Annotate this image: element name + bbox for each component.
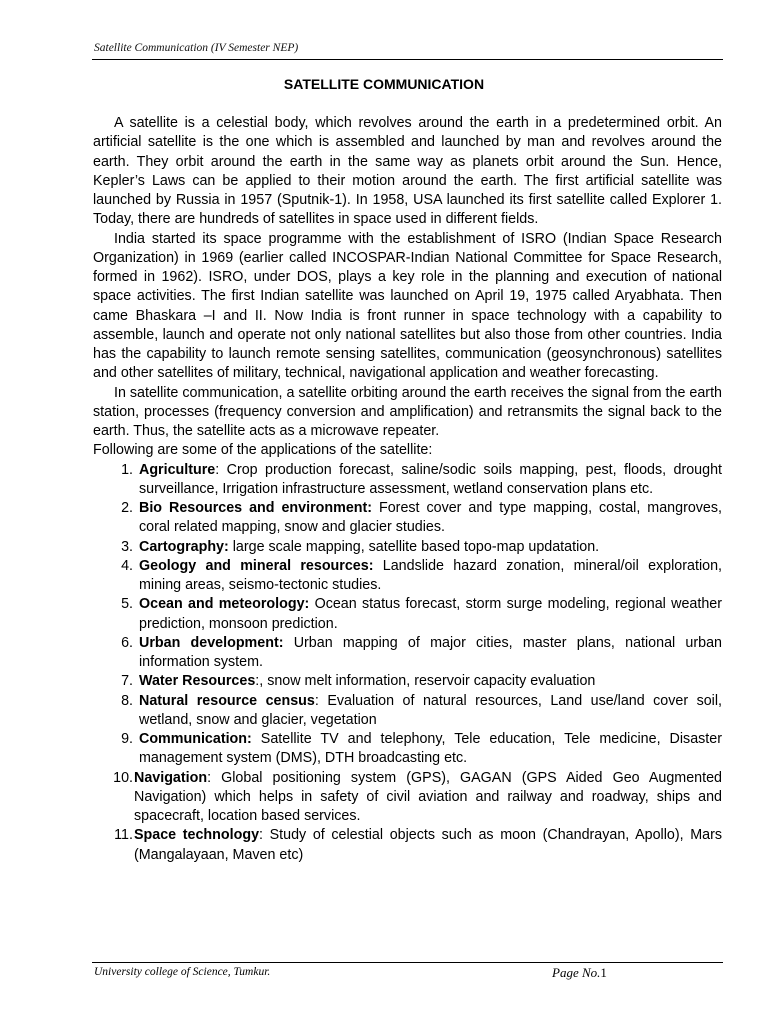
list-item-number: 11. bbox=[114, 827, 133, 844]
list-item-number: 7. bbox=[121, 673, 133, 690]
list-item-number: 9. bbox=[121, 731, 133, 747]
list-item-number: 10. bbox=[113, 769, 133, 786]
list-item-term: Navigation bbox=[134, 769, 208, 786]
applications-list bbox=[93, 461, 722, 865]
list-item-text: : Study of celestial objects such as moon (Chandrayan, Apollo), Mars (Mangalayaan, Maven etc) bbox=[134, 827, 722, 863]
paragraph-communication: In satellite communication, a satellite orbiting around the earth receives the signal from the earth station, processes (frequency conversion and amplification) and retransmits the signal back to the earth. Thus, the satellite acts as a microwave repeater. bbox=[93, 384, 722, 439]
list-item bbox=[93, 672, 722, 691]
list-item-term: Bio Resources and environment: bbox=[139, 500, 373, 516]
list-item-text: :, snow melt information, reservoir capacity evaluation bbox=[255, 673, 596, 690]
list-item-text: : Crop production forecast, saline/sodic soils mapping, pest, floods, drought surveillance, Irrigation infrastructure assessment, wetland conservation plans etc. bbox=[139, 461, 722, 497]
list-item-number: 6. bbox=[121, 634, 133, 651]
list-item-term: Geology and mineral resources: bbox=[139, 557, 374, 574]
list-item bbox=[93, 461, 722, 500]
list-item-term: Communication: bbox=[139, 731, 252, 747]
list-item-term: Urban development: bbox=[139, 634, 284, 651]
header-rule bbox=[92, 59, 723, 60]
page-number-value: 1 bbox=[600, 965, 607, 980]
list-item-term: Ocean and meteorology: bbox=[139, 596, 310, 613]
paragraph-isro: India started its space programme with the establishment of ISRO (Indian Space Research Organization) in 1969 (earlier called INCOSPAR-Indian National Committee for Space Research, formed in 1962). ISRO, under DOS, plays a key role in the planning and execution of national space activities. The first Indian satellite was launched on April 19, 1975 called Aryabhata. Then came Bhaskara –I and II. Now India is front runner in space technology with a capability to assemble, launch and operate not only national satellites but also those from other countries. India has the capability to launch remote sensing satellites, communication (geosynchronous) satellites and other satellites of military, technical, navigational application and weather forecasting. bbox=[93, 230, 722, 382]
list-item-term: Natural resource census bbox=[139, 692, 315, 709]
list-item-term: Agriculture bbox=[139, 461, 216, 478]
list-item-term: Cartography: bbox=[139, 538, 229, 555]
list-item bbox=[93, 769, 722, 827]
list-item-text: Satellite TV and telephony, Tele education, Tele medicine, Disaster management system (DMS), DTH broadcasting etc. bbox=[139, 731, 722, 767]
list-item-text: large scale mapping, satellite based topo-map updatation. bbox=[228, 538, 600, 555]
page-title: SATELLITE COMMUNICATION bbox=[283, 76, 485, 92]
list-item bbox=[93, 595, 722, 634]
list-item-term: Water Resources bbox=[139, 673, 256, 690]
list-item-term: Space technology bbox=[134, 827, 260, 844]
list-item-text: Ocean status forecast, storm surge modeling, regional weather prediction, monsoon prediction. bbox=[139, 596, 722, 632]
running-header: Satellite Communication (IV Semester NEP) bbox=[94, 42, 299, 54]
paragraph-intro: A satellite is a celestial body, which revolves around the earth in a predetermined orbit. An artificial satellite is the one which is assembled and launched by man and revolves around the earth. They orbit around the earth in the same way as planets orbit around the Sun. Hence, Kepler’s Laws can be applied to their motion around the earth. The first artificial satellite was launched by Russia in 1957 (Sputnik-1). In 1958, USA launched its first satellite called Explorer 1. Today, there are hundreds of satellites in space used in different fields. bbox=[93, 115, 722, 228]
list-item-text: Urban mapping of major cities, master plans, national urban information system. bbox=[139, 634, 722, 670]
list-item-text: : Global positioning system (GPS), GAGAN (GPS Aided Geo Augmented Navigation) which helps in safety of civil aviation and railway and roadway, ships and spacecraft, location based services. bbox=[134, 769, 722, 824]
list-item-number: 2. bbox=[121, 500, 133, 516]
page-number bbox=[552, 965, 607, 981]
list-item-text: Landslide hazard zonation, mineral/oil exploration, mining areas, seismo-tectonic studies. bbox=[139, 557, 722, 593]
list-item bbox=[93, 692, 722, 731]
list-intro: Following are some of the applications of the satellite: bbox=[93, 442, 433, 459]
list-item bbox=[93, 499, 722, 538]
footer-rule bbox=[92, 962, 723, 963]
list-item-text: Forest cover and type mapping, costal, mangroves, coral related mapping, snow and glacier studies. bbox=[139, 500, 722, 536]
list-item-text: : Evaluation of natural resources, Land use/land cover soil, wetland, snow and glacier, vegetation bbox=[139, 692, 723, 728]
list-item bbox=[93, 634, 722, 673]
page-number-label: Page No. bbox=[552, 965, 601, 980]
document-body bbox=[93, 114, 722, 865]
list-item bbox=[93, 730, 722, 769]
footer-institution: University college of Science, Tumkur. bbox=[94, 966, 271, 978]
list-item-number: 1. bbox=[121, 461, 133, 478]
list-item-number: 8. bbox=[121, 692, 133, 709]
list-item-number: 5. bbox=[121, 596, 133, 613]
list-item-number: 3. bbox=[121, 538, 133, 555]
list-item bbox=[93, 538, 722, 557]
list-item-number: 4. bbox=[121, 557, 133, 574]
list-item bbox=[93, 826, 722, 865]
list-item bbox=[93, 557, 722, 596]
